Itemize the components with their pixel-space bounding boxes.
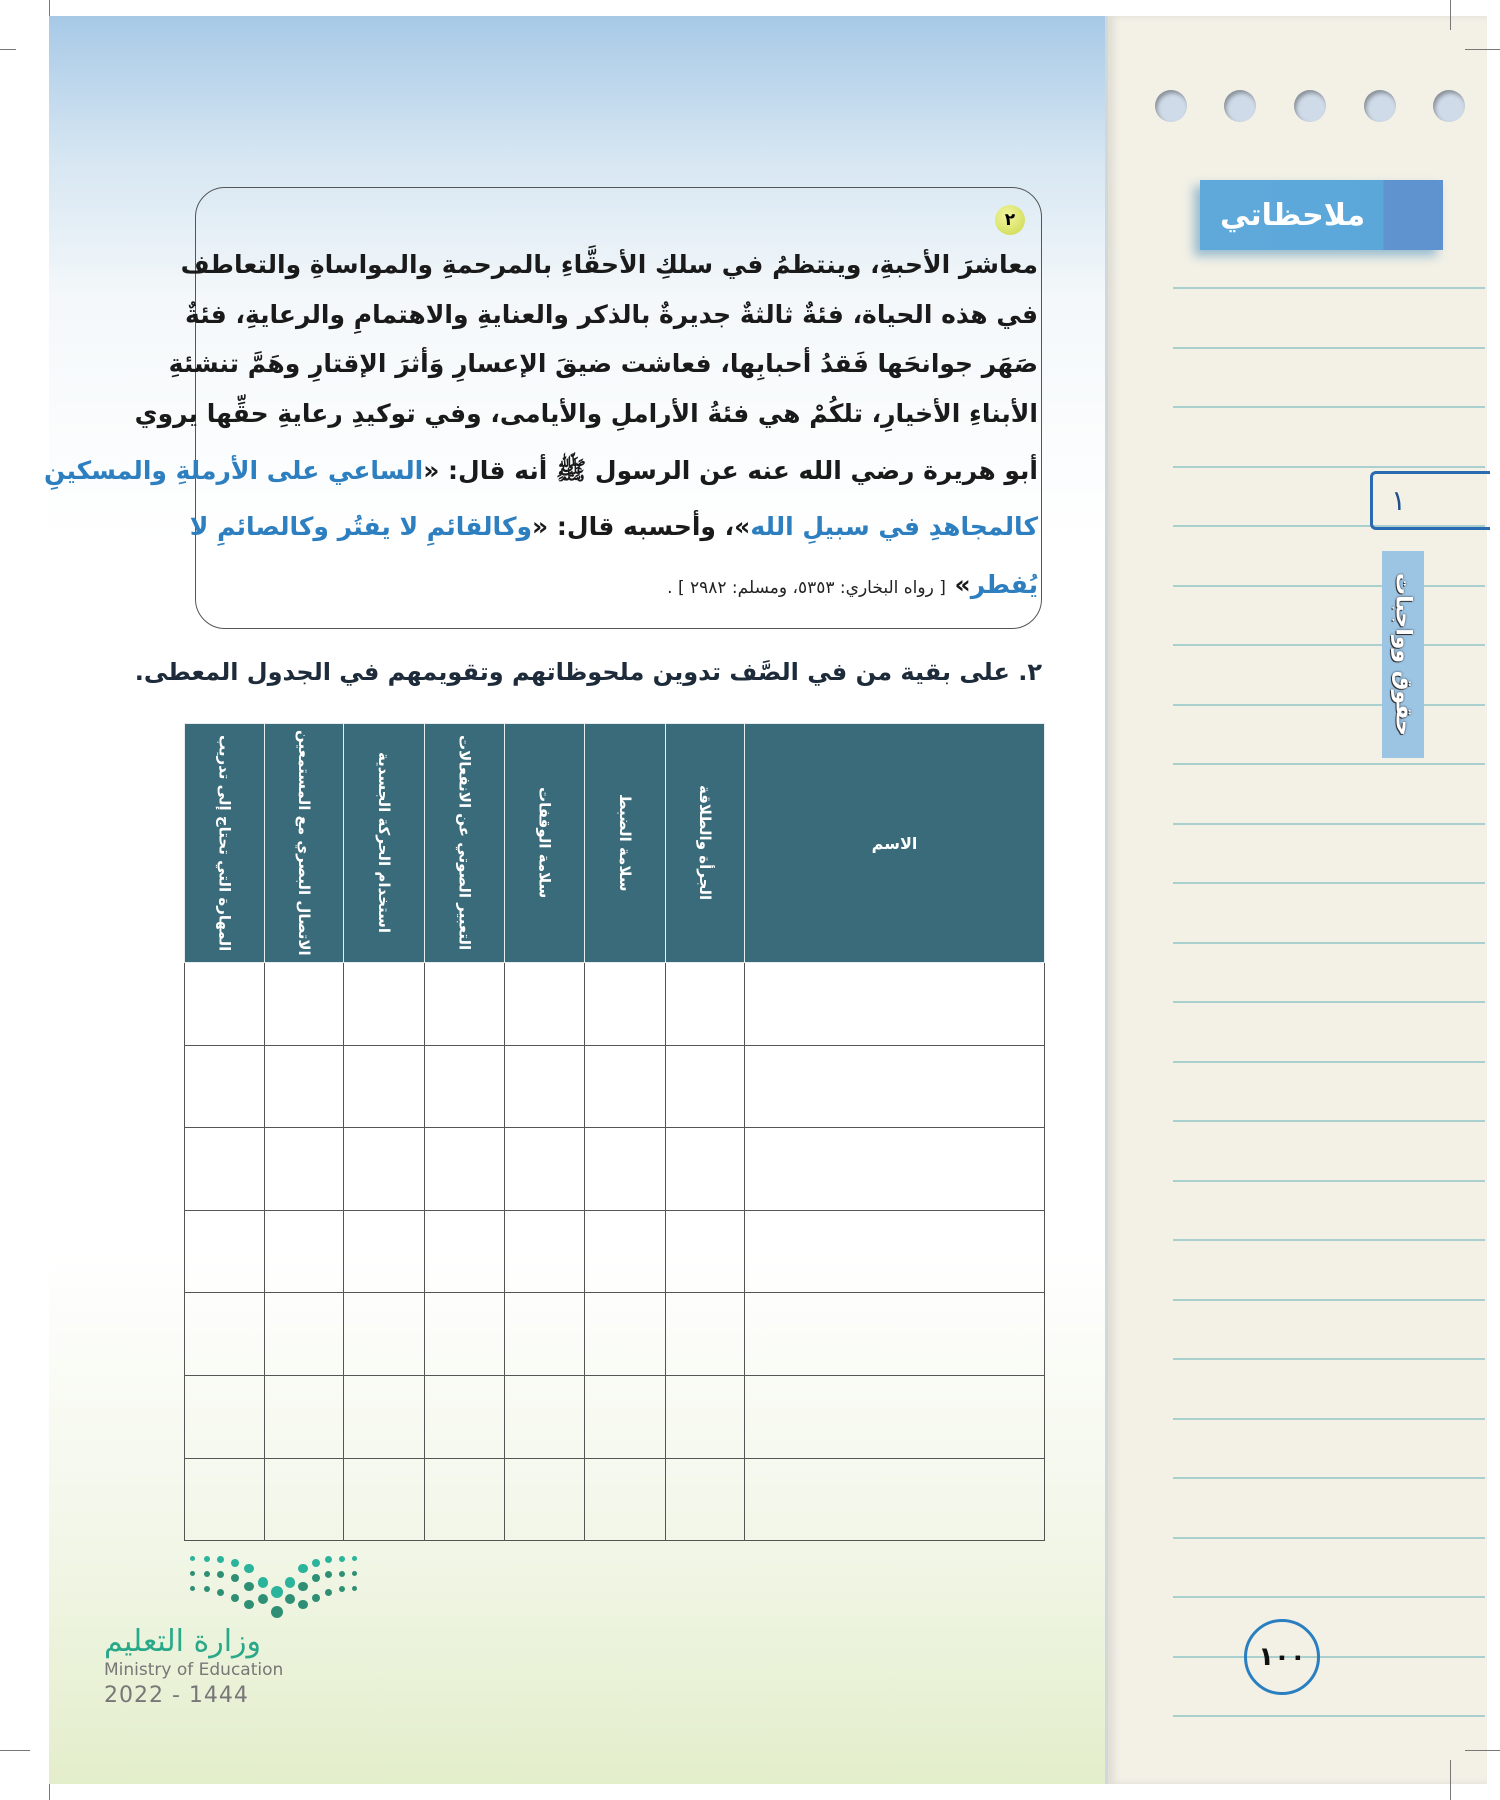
logo-dot (339, 1556, 345, 1562)
header-cell (425, 724, 505, 963)
table-cell[interactable] (185, 1128, 265, 1211)
header-cell (265, 724, 344, 963)
ruled-line (1173, 1061, 1485, 1063)
ministry-name-english: Ministry of Education (104, 1660, 284, 1680)
table-cell[interactable] (185, 1210, 265, 1293)
ruled-line (1173, 1537, 1485, 1539)
ruled-line (1173, 1656, 1485, 1658)
passage-line (189, 512, 1038, 541)
table-cell[interactable] (666, 1458, 745, 1541)
logo-dot (339, 1586, 345, 1592)
logo-dot (352, 1556, 357, 1561)
table-row (185, 1210, 1045, 1293)
binder-hole (1364, 90, 1396, 122)
hadith-text: الساعي على الأرملةِ والمسكينِ (43, 456, 424, 485)
passage-line: معاشرَ الأحبةِ، وينتظمُ في سلكِ الأحقَّاءِ بالمرحمةِ والمواساةِ والتعاطف (180, 250, 1038, 279)
table-cell[interactable] (505, 963, 585, 1046)
table-cell[interactable] (505, 1375, 585, 1458)
logo-dot (190, 1586, 195, 1591)
table-cell[interactable] (265, 1375, 344, 1458)
header-cell (666, 724, 745, 963)
table-cell[interactable] (185, 1293, 265, 1376)
ruled-line (1173, 644, 1485, 646)
passage-line: الأبناءِ الأخيارِ، تلكُمْ هي فئةُ الأراملِ والأيامى، وفي توكيدِ رعايةِ حقِّها يروي (134, 399, 1038, 428)
table-cell[interactable] (344, 1458, 425, 1541)
ruled-line (1173, 1001, 1485, 1003)
instruction: ٢. على بقية من في الصَّف تدوين ملحوظاتهم وتقويمهم في الجدول المعطى. (134, 658, 1042, 686)
table-cell[interactable] (344, 1210, 425, 1293)
table-cell[interactable] (585, 1210, 666, 1293)
logo-dot (190, 1571, 195, 1576)
logo-dot (244, 1582, 254, 1592)
table-cell[interactable] (344, 1293, 425, 1376)
table-cell[interactable] (265, 1045, 344, 1128)
logo-dot (352, 1586, 357, 1591)
table-cell[interactable] (185, 1375, 265, 1458)
crop-mark (49, 0, 50, 16)
logo-dot (271, 1606, 283, 1618)
passage-number-badge: ٢ (995, 205, 1025, 235)
unit-number-box (1370, 471, 1490, 530)
logo-dot (339, 1571, 345, 1577)
passage-line: في هذه الحياة، فئةٌ ثالثةٌ جديرةٌ بالذكر والعنايةِ والاهتمامِ والرعايةِ، فئةٌ (185, 300, 1038, 329)
hadith-text: كالمجاهدِ في سبيلِ الله (750, 512, 1038, 541)
ruled-line (1173, 585, 1485, 587)
ruled-line (1173, 1596, 1485, 1598)
header-cell (344, 724, 425, 963)
ruled-line (1173, 466, 1485, 468)
table-cell[interactable] (344, 1128, 425, 1211)
header-label: المهارة التي تحتاج إلى تدريب (215, 734, 234, 952)
table-cell[interactable] (344, 963, 425, 1046)
ruled-line (1173, 1358, 1485, 1360)
ruled-line (1173, 1477, 1485, 1479)
table-cell[interactable] (666, 1045, 745, 1128)
binder-hole (1155, 90, 1187, 122)
ruled-line (1173, 823, 1485, 825)
logo-dot (285, 1577, 296, 1588)
ruled-line (1173, 1299, 1485, 1301)
logo-dot (312, 1594, 320, 1602)
header-label: التعبير الصوتي عن الانفعالات (455, 735, 474, 951)
table-cell[interactable] (425, 1210, 505, 1293)
ruled-line (1173, 1180, 1485, 1182)
unit-title: حقوق وواجبات (1390, 573, 1416, 736)
table-row (185, 1293, 1045, 1376)
crop-mark (0, 1750, 30, 1751)
ruled-line (1173, 406, 1485, 408)
table-cell[interactable] (505, 1293, 585, 1376)
binder-hole (1433, 90, 1465, 122)
table-cell[interactable] (666, 1128, 745, 1211)
header-label: الاتصال البصري مع المستمعين (295, 730, 313, 956)
header-label: سلامة الوقفات (535, 787, 554, 899)
crop-mark (1465, 49, 1500, 50)
table-cell[interactable] (265, 1128, 344, 1211)
page-number (1244, 1619, 1320, 1695)
table-cell[interactable] (505, 1210, 585, 1293)
passage-text: أبو هريرة رضي الله عنه عن الرسول ﷺ أنه قال: « (423, 456, 1038, 485)
table-cell[interactable] (745, 1375, 1045, 1458)
table-cell[interactable] (185, 1458, 265, 1541)
table-cell[interactable] (585, 1375, 666, 1458)
table-cell[interactable] (585, 1458, 666, 1541)
table-cell[interactable] (265, 1210, 344, 1293)
table-cell[interactable] (585, 1045, 666, 1128)
table-cell[interactable] (745, 1293, 1045, 1376)
table-cell[interactable] (585, 963, 666, 1046)
table-cell[interactable] (666, 1375, 745, 1458)
table-cell[interactable] (505, 1458, 585, 1541)
logo-dot (244, 1600, 254, 1610)
ruled-line (1173, 704, 1485, 706)
table-cell[interactable] (344, 1045, 425, 1128)
ruled-line (1173, 287, 1485, 289)
logo-dot (190, 1556, 195, 1561)
logo-dot (204, 1586, 210, 1592)
notes-title: ملاحظاتي (1220, 197, 1366, 233)
logo-dot (298, 1582, 308, 1592)
header-cell (585, 724, 666, 963)
crop-mark (0, 49, 16, 50)
table-cell[interactable] (425, 1458, 505, 1541)
table-cell[interactable] (585, 1128, 666, 1211)
table-cell[interactable] (666, 1210, 745, 1293)
page-number-text: ١٠٠ (1258, 1642, 1306, 1672)
crop-mark (49, 1784, 50, 1800)
table-cell[interactable] (666, 963, 745, 1046)
table-cell[interactable] (745, 1128, 1045, 1211)
table-cell[interactable] (745, 1045, 1045, 1128)
logo-dot (258, 1577, 269, 1588)
table-cell[interactable] (425, 1128, 505, 1211)
logo-dot (352, 1571, 357, 1576)
table-cell[interactable] (265, 1458, 344, 1541)
ruled-line (1173, 347, 1485, 349)
table-cell[interactable] (185, 963, 265, 1046)
ruled-line (1173, 1120, 1485, 1122)
table-row (185, 963, 1045, 1046)
crop-mark (1450, 0, 1451, 30)
table-cell[interactable] (425, 1045, 505, 1128)
notes-title-tab (1200, 180, 1443, 250)
hadith-text: وكالقائمِ لا يفتُر وكالصائمِ لا (189, 512, 533, 541)
table-cell[interactable] (344, 1375, 425, 1458)
header-label: استخدام الحركة الجسدية (375, 752, 393, 934)
binder-hole (1294, 90, 1326, 122)
header-label: الجرأة والطلاقة (696, 785, 714, 901)
logo-dot (298, 1600, 308, 1610)
table-cell[interactable] (745, 963, 1045, 1046)
table-cell[interactable] (425, 963, 505, 1046)
header-label: سلامة الضبط (616, 794, 634, 892)
passage-line (218, 570, 1038, 599)
table-row (185, 1045, 1045, 1128)
citation: [ رواه البخاري: ٥٣٥٣، ومسلم: ٢٩٨٢ ] . (667, 578, 946, 598)
ruled-line (1173, 763, 1485, 765)
ruled-line (1173, 1715, 1485, 1717)
passage-line: صَهَر جوانحَها فَقدُ أحبابِها، فعاشت ضيقَ الإعسارِ وَأثرَ الإقتارِ وهَمَّ تنشئةِ (168, 349, 1038, 378)
table-cell[interactable] (425, 1293, 505, 1376)
header-cell (505, 724, 585, 963)
passage-text: » (945, 570, 971, 599)
table-cell[interactable] (425, 1375, 505, 1458)
table-row (185, 1128, 1045, 1211)
logo-dot (271, 1586, 283, 1598)
table-row (185, 1458, 1045, 1541)
table-cell[interactable] (505, 1128, 585, 1211)
logo-dot (204, 1556, 210, 1562)
evaluation-table (184, 723, 1045, 1541)
hadith-text: يُفطر (970, 570, 1038, 599)
unit-number: ١ (1391, 484, 1407, 517)
edition-year: 2022 - 1444 (104, 1683, 249, 1708)
table-cell[interactable] (745, 1210, 1045, 1293)
ministry-name-arabic: وزارة التعليم (104, 1624, 262, 1659)
logo-dot (244, 1564, 254, 1574)
ruled-line (1173, 1239, 1485, 1241)
table-cell[interactable] (265, 963, 344, 1046)
crop-mark (1465, 1750, 1500, 1751)
table-cell[interactable] (185, 1045, 265, 1128)
table-cell[interactable] (265, 1293, 344, 1376)
table-row (185, 1375, 1045, 1458)
crop-mark (1450, 1760, 1451, 1800)
binder-hole (1224, 90, 1256, 122)
logo-dot (231, 1594, 239, 1602)
header-cell (745, 724, 1045, 963)
passage-line (43, 455, 1038, 492)
passage-text: »، وأحسبه قال: « (532, 512, 751, 541)
table-cell[interactable] (666, 1293, 745, 1376)
header-cell (185, 724, 265, 963)
ruled-line (1173, 1418, 1485, 1420)
notes-sidebar (1105, 16, 1487, 1784)
table-cell[interactable] (745, 1458, 1045, 1541)
table-cell[interactable] (585, 1293, 666, 1376)
logo-dot (298, 1564, 308, 1574)
table-cell[interactable] (505, 1045, 585, 1128)
logo-dot (204, 1571, 210, 1577)
ruled-line (1173, 942, 1485, 944)
ruled-line (1173, 882, 1485, 884)
unit-title-ribbon (1382, 551, 1424, 758)
header-label: الاسم (871, 833, 918, 853)
